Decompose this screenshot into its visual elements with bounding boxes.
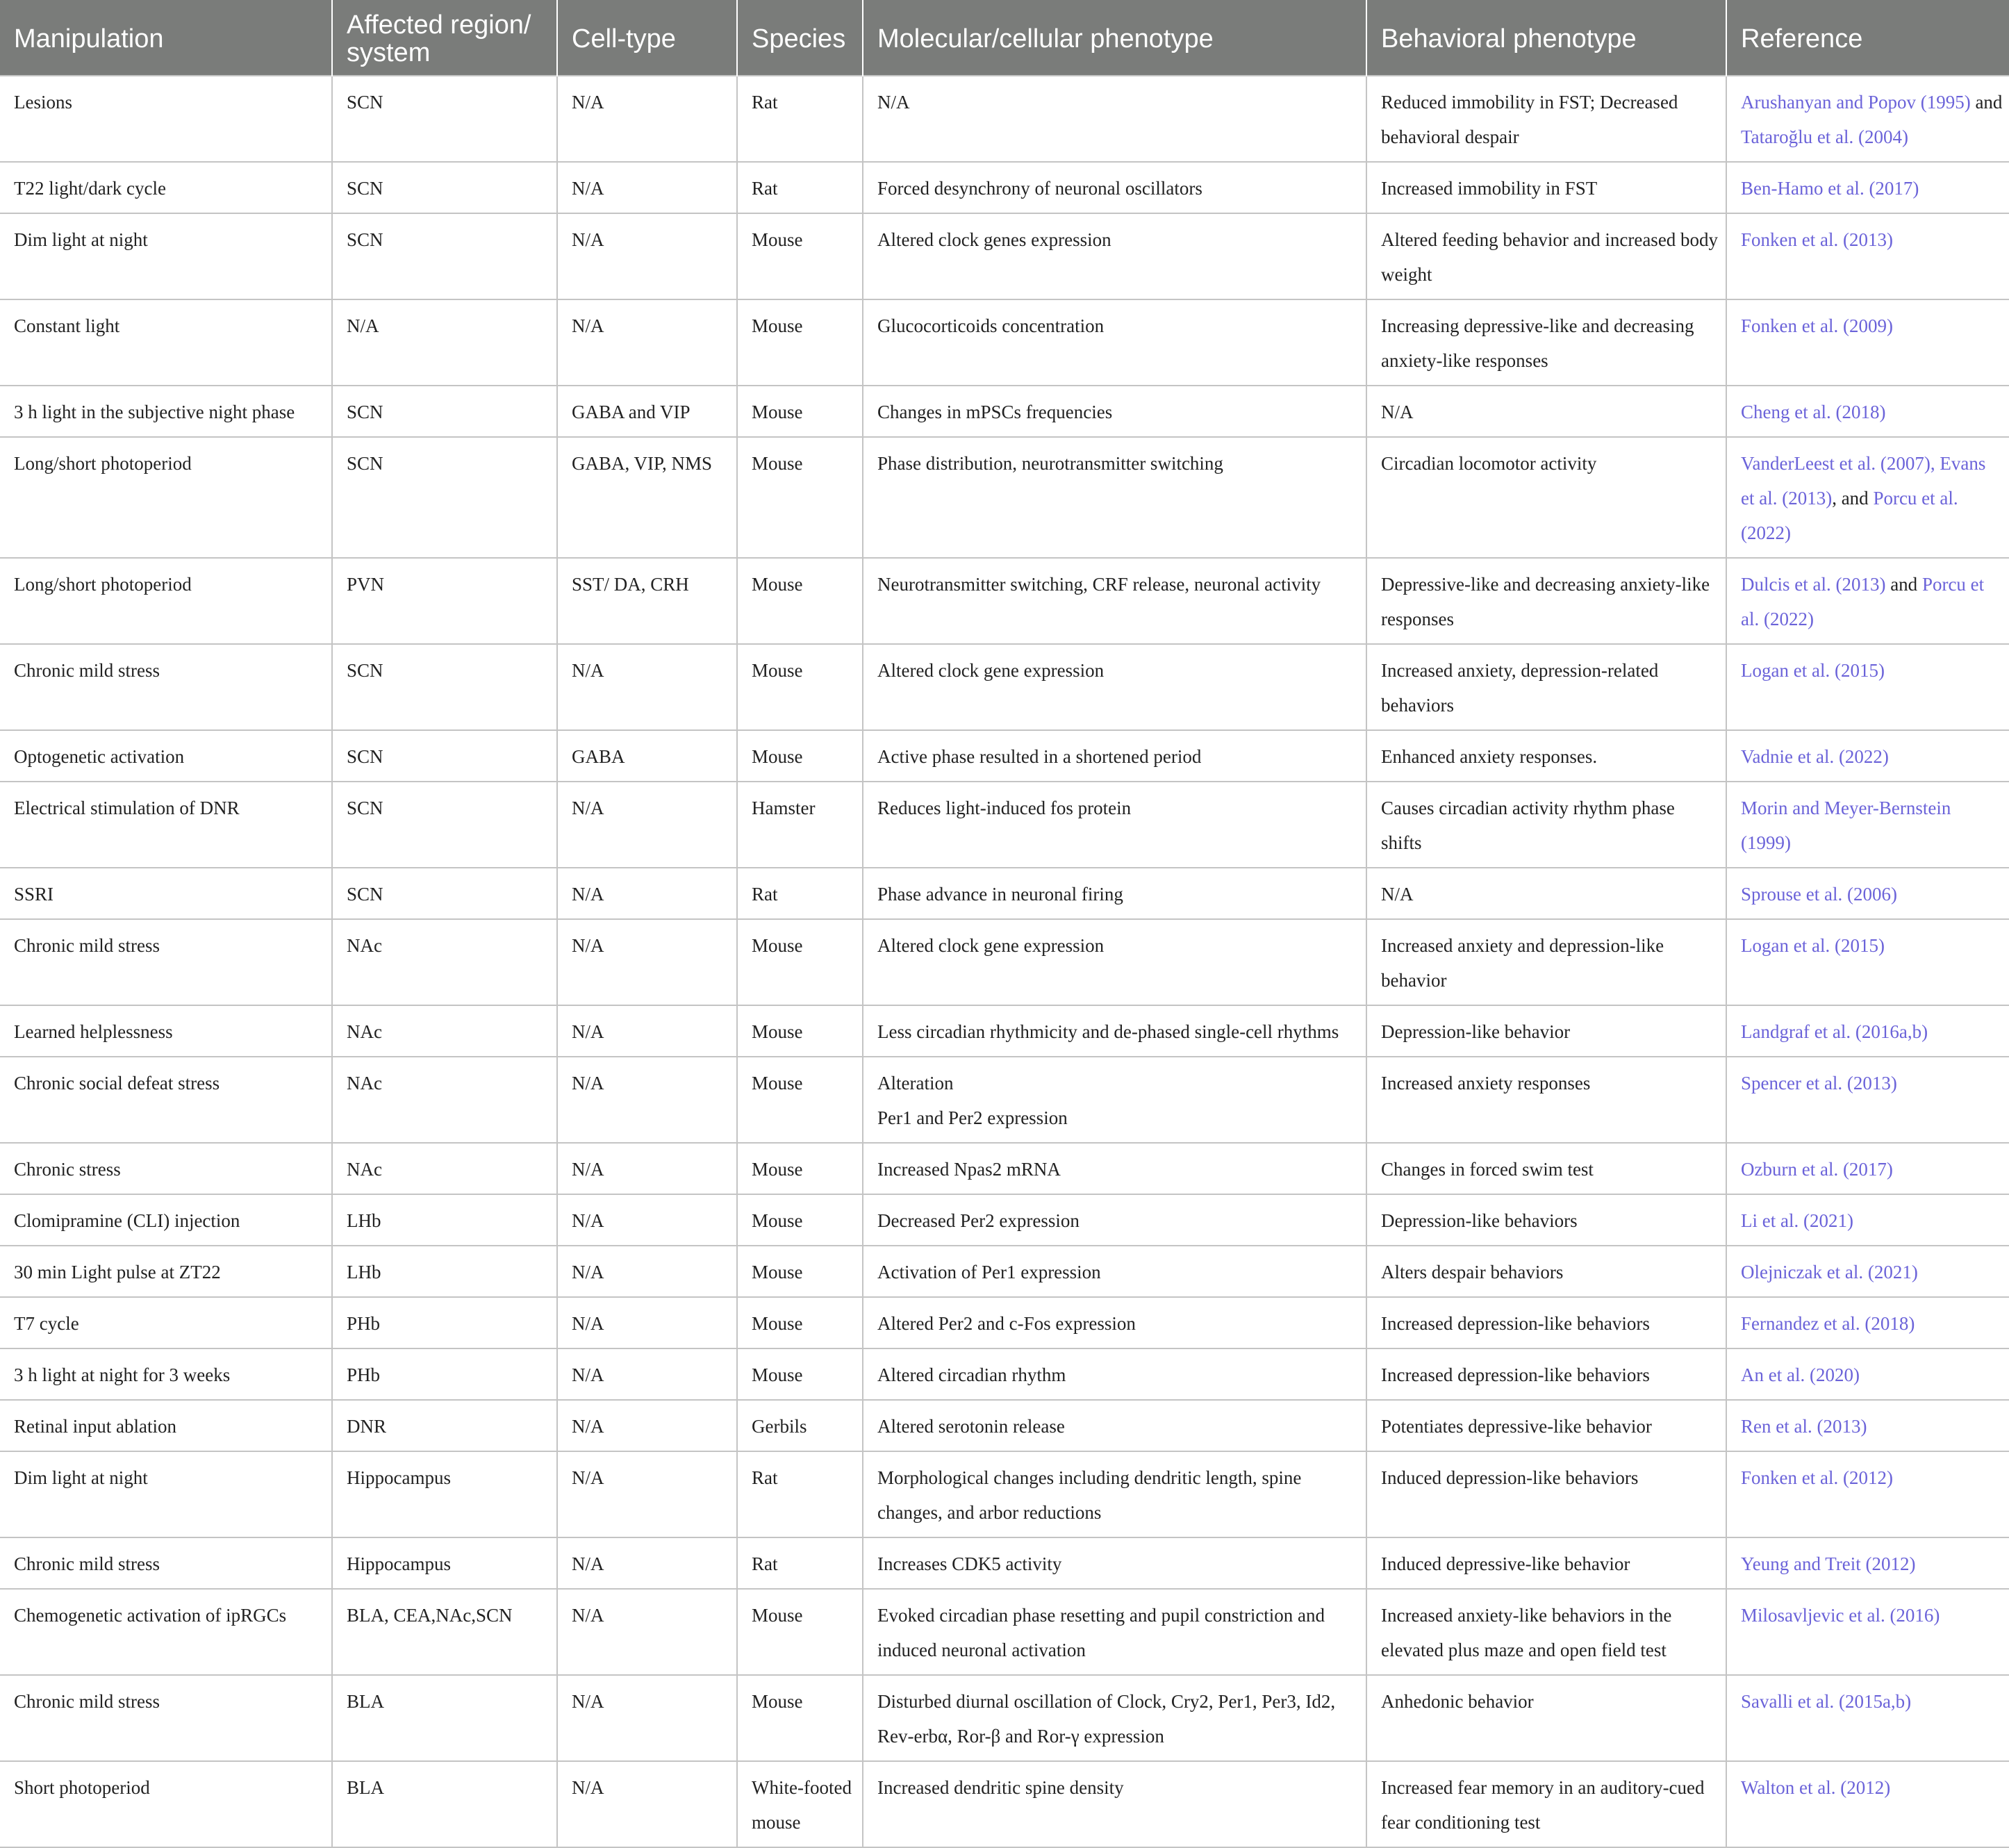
cell-cell-type: N/A: [557, 1005, 737, 1057]
table-row: [0, 76, 2009, 162]
cell-reference: [1726, 1348, 2009, 1400]
cell-species: Mouse: [737, 1589, 863, 1675]
cell-cell-type: N/A: [557, 1589, 737, 1675]
cell-affected-region: BLA, CEA,NAc,SCN: [332, 1589, 557, 1675]
cell-behavioral-phenotype: N/A: [1366, 386, 1726, 437]
cell-manipulation: Clomipramine (CLI) injection: [0, 1194, 332, 1246]
header-affected-region: Affected region/ system: [332, 0, 557, 76]
cell-manipulation: Long/short photoperiod: [0, 558, 332, 644]
cell-species: Mouse: [737, 919, 863, 1005]
cell-molecular-phenotype: Morphological changes including dendritic length, spine changes, and arbor reductions: [863, 1451, 1366, 1537]
reference-link[interactable]: Dulcis et al. (2013): [1741, 574, 1886, 595]
cell-cell-type: N/A: [557, 644, 737, 730]
cell-reference: [1726, 1297, 2009, 1348]
cell-affected-region: SCN: [332, 213, 557, 299]
cell-reference: [1726, 919, 2009, 1005]
cell-molecular-phenotype: Increased dendritic spine density: [863, 1761, 1366, 1847]
cell-molecular-phenotype: Increases CDK5 activity: [863, 1537, 1366, 1589]
reference-text: and: [1885, 574, 1922, 595]
cell-manipulation: T7 cycle: [0, 1297, 332, 1348]
cell-reference: [1726, 1761, 2009, 1847]
cell-behavioral-phenotype: Depression-like behavior: [1366, 1005, 1726, 1057]
reference-link[interactable]: Milosavljevic et al. (2016): [1741, 1605, 1940, 1626]
table-row: [0, 1194, 2009, 1246]
cell-cell-type: N/A: [557, 1143, 737, 1194]
cell-affected-region: Hippocampus: [332, 1537, 557, 1589]
cell-manipulation: Learned helplessness: [0, 1005, 332, 1057]
cell-behavioral-phenotype: N/A: [1366, 868, 1726, 919]
cell-affected-region: DNR: [332, 1400, 557, 1451]
cell-cell-type: N/A: [557, 1246, 737, 1297]
cell-reference: [1726, 1537, 2009, 1589]
header-species: Species: [737, 0, 863, 76]
cell-affected-region: SCN: [332, 644, 557, 730]
cell-molecular-phenotype: Glucocorticoids concentration: [863, 299, 1366, 386]
cell-behavioral-phenotype: Alters despair behaviors: [1366, 1246, 1726, 1297]
cell-affected-region: NAc: [332, 1005, 557, 1057]
cell-species: Rat: [737, 76, 863, 162]
cell-affected-region: BLA: [332, 1675, 557, 1761]
cell-species: Mouse: [737, 644, 863, 730]
cell-manipulation: Chronic mild stress: [0, 644, 332, 730]
cell-behavioral-phenotype: Increased fear memory in an auditory-cued fear conditioning test: [1366, 1761, 1726, 1847]
table-row: [0, 1589, 2009, 1675]
cell-affected-region: BLA: [332, 1761, 557, 1847]
cell-reference: [1726, 162, 2009, 213]
table-row: [0, 1297, 2009, 1348]
reference-link[interactable]: Li et al. (2021): [1741, 1210, 1853, 1231]
cell-reference: [1726, 1143, 2009, 1194]
table-body: [0, 76, 2009, 1847]
cell-molecular-phenotype: Decreased Per2 expression: [863, 1194, 1366, 1246]
cell-molecular-phenotype: Altered Per2 and c-Fos expression: [863, 1297, 1366, 1348]
cell-reference: [1726, 1005, 2009, 1057]
cell-cell-type: N/A: [557, 299, 737, 386]
table-row: [0, 1400, 2009, 1451]
cell-species: Mouse: [737, 1675, 863, 1761]
cell-species: Mouse: [737, 1005, 863, 1057]
table-row: [0, 868, 2009, 919]
cell-molecular-phenotype: Altered clock gene expression: [863, 644, 1366, 730]
table-row: [0, 386, 2009, 437]
cell-cell-type: N/A: [557, 1761, 737, 1847]
cell-affected-region: PVN: [332, 558, 557, 644]
cell-molecular-phenotype: Altered clock genes expression: [863, 213, 1366, 299]
cell-molecular-phenotype: Disturbed diurnal oscillation of Clock, Cry2, Per1, Per3, Id2, Rev-erbα, Ror-β and Ror-γ expression: [863, 1675, 1366, 1761]
cell-reference: [1726, 644, 2009, 730]
cell-cell-type: N/A: [557, 213, 737, 299]
cell-species: Mouse: [737, 213, 863, 299]
cell-cell-type: N/A: [557, 868, 737, 919]
cell-cell-type: N/A: [557, 1400, 737, 1451]
cell-molecular-phenotype: Neurotransmitter switching, CRF release, neuronal activity: [863, 558, 1366, 644]
cell-manipulation: 3 h light at night for 3 weeks: [0, 1348, 332, 1400]
reference-link[interactable]: Ben-Hamo et al. (2017): [1741, 178, 1919, 199]
cell-cell-type: N/A: [557, 919, 737, 1005]
cell-behavioral-phenotype: Circadian locomotor activity: [1366, 437, 1726, 558]
cell-species: Mouse: [737, 437, 863, 558]
header-reference: Reference: [1726, 0, 2009, 76]
cell-affected-region: PHb: [332, 1348, 557, 1400]
cell-species: Gerbils: [737, 1400, 863, 1451]
reference-link[interactable]: Savalli et al. (2015a,b): [1741, 1691, 1912, 1712]
cell-affected-region: SCN: [332, 386, 557, 437]
cell-manipulation: Chronic social defeat stress: [0, 1057, 332, 1143]
cell-cell-type: N/A: [557, 1297, 737, 1348]
table-row: [0, 162, 2009, 213]
cell-reference: [1726, 437, 2009, 558]
table-row: [0, 782, 2009, 868]
cell-reference: [1726, 76, 2009, 162]
reference-text: and: [1970, 92, 2003, 113]
reference-link[interactable]: VanderLeest et al. (2007), Evans et al. (2013): [1741, 453, 1986, 509]
reference-link[interactable]: Ozburn et al. (2017): [1741, 1159, 1893, 1180]
table-row: [0, 1761, 2009, 1847]
cell-reference: [1726, 1194, 2009, 1246]
cell-reference: [1726, 558, 2009, 644]
table-row: [0, 1451, 2009, 1537]
cell-reference: [1726, 213, 2009, 299]
cell-behavioral-phenotype: Increased depression-like behaviors: [1366, 1348, 1726, 1400]
cell-behavioral-phenotype: Induced depressive-like behavior: [1366, 1537, 1726, 1589]
cell-species: Mouse: [737, 299, 863, 386]
cell-affected-region: SCN: [332, 868, 557, 919]
cell-manipulation: Electrical stimulation of DNR: [0, 782, 332, 868]
table-row: [0, 299, 2009, 386]
cell-cell-type: N/A: [557, 76, 737, 162]
cell-behavioral-phenotype: Potentiates depressive-like behavior: [1366, 1400, 1726, 1451]
cell-affected-region: SCN: [332, 730, 557, 782]
reference-link[interactable]: Cheng et al. (2018): [1741, 402, 1886, 422]
cell-line: Per1 and Per2 expression: [877, 1107, 1068, 1128]
header-molecular-phenotype: Molecular/cellular phenotype: [863, 0, 1366, 76]
cell-affected-region: LHb: [332, 1194, 557, 1246]
reference-link[interactable]: Fernandez et al. (2018): [1741, 1313, 1915, 1334]
reference-text: , and: [1832, 488, 1874, 509]
cell-behavioral-phenotype: Reduced immobility in FST; Decreased behavioral despair: [1366, 76, 1726, 162]
cell-behavioral-phenotype: Increased anxiety, depression-related behaviors: [1366, 644, 1726, 730]
cell-cell-type: GABA and VIP: [557, 386, 737, 437]
table-row: [0, 1005, 2009, 1057]
cell-reference: [1726, 868, 2009, 919]
cell-reference: [1726, 1675, 2009, 1761]
table-row: [0, 1143, 2009, 1194]
reference-link[interactable]: Spencer et al. (2013): [1741, 1073, 1897, 1094]
cell-affected-region: SCN: [332, 76, 557, 162]
table-row: [0, 644, 2009, 730]
cell-species: Rat: [737, 1451, 863, 1537]
reference-link[interactable]: Logan et al. (2015): [1741, 660, 1885, 681]
cell-species: White-footed mouse: [737, 1761, 863, 1847]
cell-reference: [1726, 1451, 2009, 1537]
cell-behavioral-phenotype: Anhedonic behavior: [1366, 1675, 1726, 1761]
header-behavioral-phenotype: Behavioral phenotype: [1366, 0, 1726, 76]
table-row: [0, 1057, 2009, 1143]
cell-affected-region: NAc: [332, 1057, 557, 1143]
cell-molecular-phenotype: Altered serotonin release: [863, 1400, 1366, 1451]
cell-manipulation: Dim light at night: [0, 1451, 332, 1537]
reference-link[interactable]: Landgraf et al. (2016a,b): [1741, 1021, 1928, 1042]
reference-link[interactable]: Vadnie et al. (2022): [1741, 746, 1889, 767]
cell-manipulation: 3 h light in the subjective night phase: [0, 386, 332, 437]
cell-manipulation: Chronic mild stress: [0, 1537, 332, 1589]
cell-behavioral-phenotype: Depressive-like and decreasing anxiety-like responses: [1366, 558, 1726, 644]
cell-species: Mouse: [737, 1194, 863, 1246]
cell-affected-region: SCN: [332, 162, 557, 213]
cell-reference: [1726, 782, 2009, 868]
cell-reference: [1726, 730, 2009, 782]
cell-molecular-phenotype: Evoked circadian phase resetting and pupil constriction and induced neuronal activation: [863, 1589, 1366, 1675]
cell-molecular-phenotype: Reduces light-induced fos protein: [863, 782, 1366, 868]
cell-affected-region: PHb: [332, 1297, 557, 1348]
cell-behavioral-phenotype: Causes circadian activity rhythm phase shifts: [1366, 782, 1726, 868]
cell-reference: [1726, 1400, 2009, 1451]
reference-link[interactable]: An et al. (2020): [1741, 1364, 1860, 1385]
cell-cell-type: N/A: [557, 1451, 737, 1537]
table-row: [0, 1537, 2009, 1589]
reference-link[interactable]: Olejniczak et al. (2021): [1741, 1262, 1918, 1282]
reference-link[interactable]: Arushanyan and Popov (1995): [1741, 92, 1971, 113]
cell-behavioral-phenotype: Altered feeding behavior and increased body weight: [1366, 213, 1726, 299]
cell-molecular-phenotype: N/A: [863, 76, 1366, 162]
cell-manipulation: Optogenetic activation: [0, 730, 332, 782]
cell-affected-region: NAc: [332, 919, 557, 1005]
table-row: [0, 213, 2009, 299]
cell-cell-type: N/A: [557, 782, 737, 868]
cell-species: Mouse: [737, 1143, 863, 1194]
cell-cell-type: GABA: [557, 730, 737, 782]
table-row: [0, 1348, 2009, 1400]
table-row: [0, 919, 2009, 1005]
cell-line: Alteration: [877, 1073, 954, 1094]
cell-cell-type: SST/ DA, CRH: [557, 558, 737, 644]
reference-link[interactable]: Walton et al. (2012): [1741, 1777, 1891, 1798]
cell-species: Mouse: [737, 1246, 863, 1297]
cell-species: Mouse: [737, 730, 863, 782]
reference-link[interactable]: Fonken et al. (2009): [1741, 315, 1893, 336]
cell-cell-type: N/A: [557, 1675, 737, 1761]
cell-affected-region: N/A: [332, 299, 557, 386]
cell-manipulation: Long/short photoperiod: [0, 437, 332, 558]
cell-behavioral-phenotype: Induced depression-like behaviors: [1366, 1451, 1726, 1537]
cell-manipulation: SSRI: [0, 868, 332, 919]
cell-species: Mouse: [737, 386, 863, 437]
cell-affected-region: SCN: [332, 437, 557, 558]
cell-manipulation: Chronic mild stress: [0, 919, 332, 1005]
cell-cell-type: N/A: [557, 1537, 737, 1589]
cell-species: Mouse: [737, 1297, 863, 1348]
cell-behavioral-phenotype: Changes in forced swim test: [1366, 1143, 1726, 1194]
cell-behavioral-phenotype: Increased anxiety and depression-like behavior: [1366, 919, 1726, 1005]
cell-species: Mouse: [737, 558, 863, 644]
reference-link[interactable]: Sprouse et al. (2006): [1741, 884, 1897, 905]
cell-affected-region: NAc: [332, 1143, 557, 1194]
table-row: [0, 1675, 2009, 1761]
reference-link[interactable]: Logan et al. (2015): [1741, 935, 1885, 956]
cell-manipulation: Chronic stress: [0, 1143, 332, 1194]
cell-species: Mouse: [737, 1057, 863, 1143]
cell-behavioral-phenotype: Increased anxiety responses: [1366, 1057, 1726, 1143]
cell-manipulation: Retinal input ablation: [0, 1400, 332, 1451]
cell-molecular-phenotype: Altered circadian rhythm: [863, 1348, 1366, 1400]
reference-link[interactable]: Yeung and Treit (2012): [1741, 1553, 1916, 1574]
header-row: [0, 0, 2009, 76]
cell-species: Rat: [737, 1537, 863, 1589]
reference-link[interactable]: Porcu et al. (2022): [1741, 574, 1985, 629]
cell-species: Mouse: [737, 1348, 863, 1400]
cell-species: Rat: [737, 162, 863, 213]
cell-cell-type: GABA, VIP, NMS: [557, 437, 737, 558]
cell-affected-region: SCN: [332, 782, 557, 868]
cell-molecular-phenotype: Phase advance in neuronal firing: [863, 868, 1366, 919]
cell-behavioral-phenotype: Increased immobility in FST: [1366, 162, 1726, 213]
cell-reference: [1726, 1057, 2009, 1143]
cell-manipulation: Dim light at night: [0, 213, 332, 299]
table-row: [0, 730, 2009, 782]
reference-link[interactable]: Morin and Meyer-Bernstein (1999): [1741, 798, 1951, 853]
cell-manipulation: Lesions: [0, 76, 332, 162]
cell-molecular-phenotype: Active phase resulted in a shortened period: [863, 730, 1366, 782]
cell-cell-type: N/A: [557, 1194, 737, 1246]
reference-link[interactable]: Fonken et al. (2012): [1741, 1467, 1893, 1488]
table-row: [0, 1246, 2009, 1297]
cell-behavioral-phenotype: Depression-like behaviors: [1366, 1194, 1726, 1246]
cell-reference: [1726, 386, 2009, 437]
cell-affected-region: Hippocampus: [332, 1451, 557, 1537]
cell-cell-type: N/A: [557, 162, 737, 213]
cell-cell-type: N/A: [557, 1057, 737, 1143]
cell-manipulation: Constant light: [0, 299, 332, 386]
cell-reference: [1726, 1589, 2009, 1675]
cell-behavioral-phenotype: Enhanced anxiety responses.: [1366, 730, 1726, 782]
header-manipulation: Manipulation: [0, 0, 332, 76]
reference-link[interactable]: Fonken et al. (2013): [1741, 229, 1893, 250]
cell-molecular-phenotype: Activation of Per1 expression: [863, 1246, 1366, 1297]
cell-behavioral-phenotype: Increased depression-like behaviors: [1366, 1297, 1726, 1348]
cell-molecular-phenotype: Altered clock gene expression: [863, 919, 1366, 1005]
cell-reference: [1726, 1246, 2009, 1297]
cell-manipulation: Chronic mild stress: [0, 1675, 332, 1761]
header-cell-type: Cell-type: [557, 0, 737, 76]
cell-cell-type: N/A: [557, 1348, 737, 1400]
reference-link[interactable]: Porcu et al. (2022): [1741, 488, 1958, 543]
table-row: [0, 437, 2009, 558]
cell-species: Rat: [737, 868, 863, 919]
reference-link[interactable]: Tataroğlu et al. (2004): [1741, 126, 1909, 147]
cell-molecular-phenotype: Less circadian rhythmicity and de-phased single-cell rhythms: [863, 1005, 1366, 1057]
cell-manipulation: T22 light/dark cycle: [0, 162, 332, 213]
cell-behavioral-phenotype: Increased anxiety-like behaviors in the elevated plus maze and open field test: [1366, 1589, 1726, 1675]
cell-molecular-phenotype: Forced desynchrony of neuronal oscillators: [863, 162, 1366, 213]
cell-species: Hamster: [737, 782, 863, 868]
cell-behavioral-phenotype: Increasing depressive-like and decreasing anxiety-like responses: [1366, 299, 1726, 386]
table-row: [0, 558, 2009, 644]
cell-reference: [1726, 299, 2009, 386]
cell-manipulation: Chemogenetic activation of ipRGCs: [0, 1589, 332, 1675]
cell-molecular-phenotype: [863, 1057, 1366, 1143]
cell-molecular-phenotype: Phase distribution, neurotransmitter switching: [863, 437, 1366, 558]
cell-molecular-phenotype: Increased Npas2 mRNA: [863, 1143, 1366, 1194]
cell-affected-region: LHb: [332, 1246, 557, 1297]
cell-manipulation: Short photoperiod: [0, 1761, 332, 1847]
cell-manipulation: 30 min Light pulse at ZT22: [0, 1246, 332, 1297]
cell-molecular-phenotype: Changes in mPSCs frequencies: [863, 386, 1366, 437]
reference-link[interactable]: Ren et al. (2013): [1741, 1416, 1867, 1437]
